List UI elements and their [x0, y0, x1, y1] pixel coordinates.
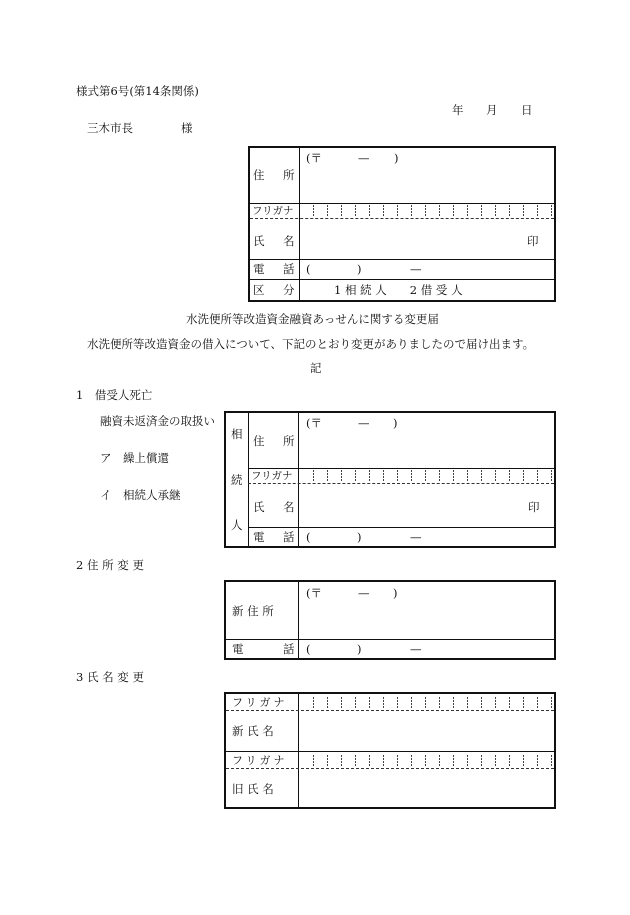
intro-text: 水洗便所等改造資金の借入について、下記のとおり変更がありましたので届け出ます。	[87, 337, 535, 351]
old-furigana-label: フリガナ	[232, 754, 288, 767]
applicant-postal-dash: —	[358, 151, 370, 165]
applicant-phone-open: (	[306, 262, 311, 276]
applicant-table	[248, 146, 556, 302]
applicant-phone-label: 電	[253, 262, 265, 276]
heir-phone-dash: —	[410, 530, 422, 544]
addressee-honorific: 様	[181, 121, 193, 135]
document-title: 水洗便所等改造資金融資あっせんに関する変更届	[186, 312, 439, 326]
section3-heading: 3 氏 名 変 更	[76, 670, 144, 684]
new-address-label: 新 住 所	[232, 604, 274, 618]
applicant-phone-field[interactable]	[314, 261, 504, 278]
heir-postal-dash: —	[358, 416, 370, 430]
new-phone-label: 電	[232, 642, 244, 656]
applicant-furigana-label: フリガナ	[252, 205, 294, 217]
repayment-handling-title: 融資未返済金の取扱い	[100, 414, 215, 428]
heir-side-label-1: 相	[231, 427, 243, 441]
addressee: 三木市長	[87, 121, 133, 135]
heir-phone-label-2: 話	[283, 530, 295, 544]
heir-address-label: 住	[253, 434, 265, 448]
applicant-address-label-2: 所	[283, 168, 295, 182]
heir-address-label-2: 所	[283, 434, 295, 448]
new-phone-field[interactable]	[314, 641, 504, 658]
new-postal-open: (〒	[306, 586, 322, 600]
heir-phone-close: )	[357, 530, 362, 544]
heir-furigana-label: フリガナ	[251, 470, 293, 482]
applicant-postal-open: (〒	[306, 151, 322, 165]
applicant-phone-label-2: 話	[283, 262, 295, 276]
date-month-label: 月	[486, 103, 498, 117]
new-furigana-field[interactable]	[300, 697, 552, 708]
heir-seal: 印	[528, 500, 540, 514]
heir-phone-open: (	[306, 530, 311, 544]
new-phone-open: (	[306, 642, 311, 656]
new-address-table	[224, 580, 556, 660]
option-early-repayment[interactable]: ア 繰上償還	[100, 451, 169, 465]
section1-heading: 1 借受人死亡	[76, 388, 153, 402]
new-phone-dash: —	[410, 642, 422, 656]
old-furigana-field[interactable]	[300, 755, 552, 766]
applicant-phone-dash: —	[410, 262, 422, 276]
heir-address-field[interactable]	[300, 435, 552, 467]
old-name-field[interactable]	[300, 770, 552, 807]
form-number: 様式第6号(第14条関係)	[76, 84, 199, 98]
ki-marker: 記	[310, 361, 322, 375]
option-heir-succession[interactable]: イ 相続人承継	[100, 488, 181, 502]
applicant-seal: 印	[527, 234, 539, 248]
new-address-field[interactable]	[300, 606, 552, 638]
heir-phone-field[interactable]	[314, 529, 504, 546]
heir-side-label-3: 人	[231, 518, 243, 532]
new-phone-label-2: 話	[283, 642, 295, 656]
heir-postal-open: (〒	[306, 416, 322, 430]
date-year-label: 年	[452, 103, 464, 117]
heir-phone-label: 電	[253, 530, 265, 544]
new-postal-dash: —	[358, 586, 370, 600]
applicant-address-field[interactable]	[301, 172, 552, 202]
applicant-postal-close: )	[394, 151, 399, 165]
section2-heading: 2 住 所 変 更	[76, 558, 144, 572]
heir-furigana-field[interactable]	[300, 470, 552, 481]
new-name-label: 新 氏 名	[232, 724, 274, 738]
applicant-category-label: 区	[253, 283, 265, 297]
applicant-name-label-2: 名	[283, 234, 295, 248]
heir-name-label-2: 名	[283, 500, 295, 514]
applicant-furigana-field[interactable]	[300, 205, 552, 216]
applicant-category-options[interactable]: 1 相 続 人 2 借 受 人	[334, 283, 463, 297]
heir-table	[224, 411, 556, 548]
new-phone-close: )	[357, 642, 362, 656]
applicant-address-label: 住	[253, 168, 265, 182]
date-day-label: 日	[521, 103, 533, 117]
name-change-table	[224, 692, 556, 809]
applicant-name-label: 氏	[253, 234, 265, 248]
new-furigana-label: フリガナ	[232, 696, 288, 709]
applicant-phone-close: )	[357, 262, 362, 276]
applicant-category-label-2: 分	[283, 283, 295, 297]
new-postal-close: )	[393, 586, 398, 600]
heir-name-label: 氏	[253, 500, 265, 514]
heir-side-label-2: 続	[231, 473, 243, 487]
old-name-label: 旧 氏 名	[232, 782, 274, 796]
applicant-name-field[interactable]	[301, 220, 524, 258]
new-name-field[interactable]	[300, 712, 552, 750]
heir-name-field[interactable]	[300, 485, 524, 526]
heir-postal-close: )	[393, 416, 398, 430]
